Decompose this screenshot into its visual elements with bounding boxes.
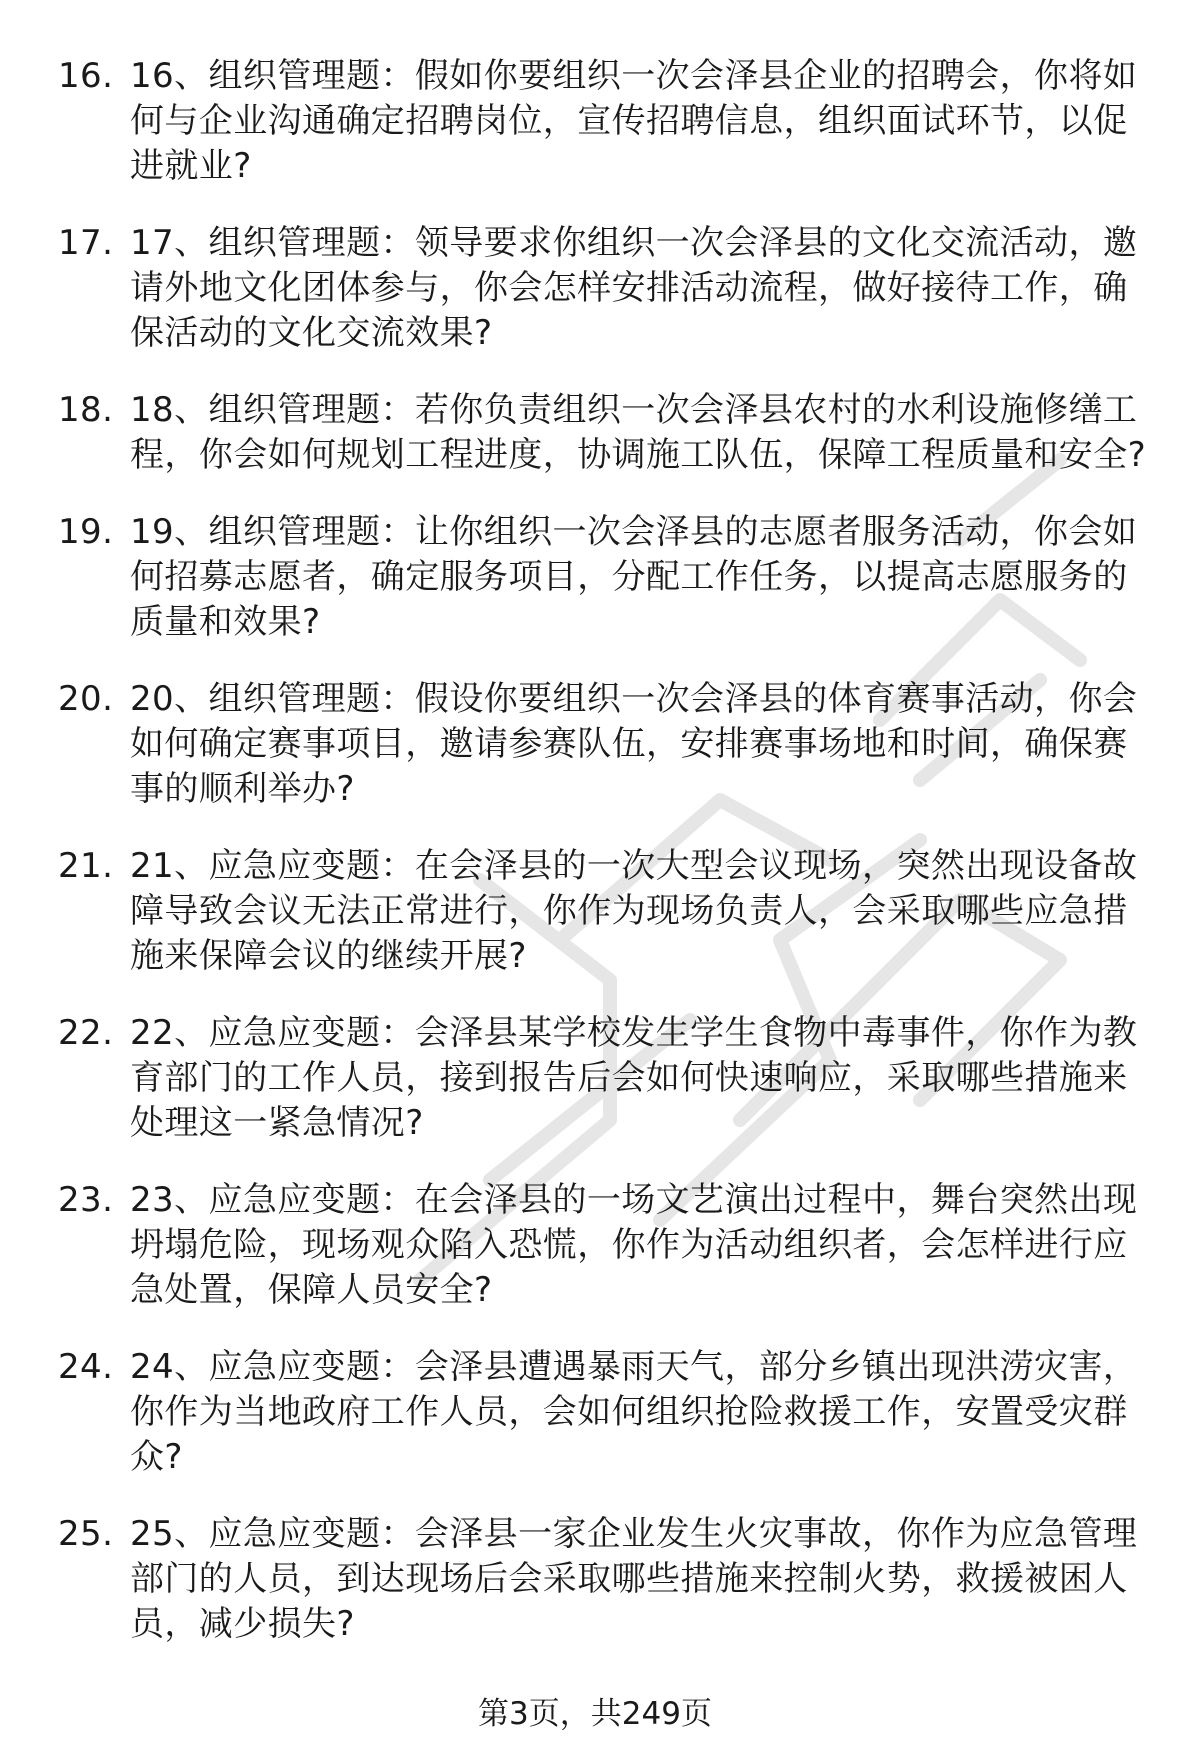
question-text: 20、组织管理题：假设你要组织一次会泽县的体育赛事活动，你会如何确定赛事项目，邀请参赛队伍，安排赛事场地和时间，确保赛事的顺利举办? — [130, 679, 1138, 809]
question-text: 19、组织管理题：让你组织一次会泽县的志愿者服务活动，你会如何招募志愿者，确定服务项目，分配工作任务，以提高志愿服务的质量和效果? — [130, 512, 1138, 642]
question-text: 24、应急应变题：会泽县遭遇暴雨天气，部分乡镇出现洪涝灾害，你作为当地政府工作人员，会如何组织抢险救援工作，安置受灾群众? — [130, 1347, 1138, 1477]
question-number: 20. — [58, 679, 114, 719]
question-text: 23、应急应变题：在会泽县的一场文艺演出过程中，舞台突然出现坍塌危险，现场观众陷入恐慌，你作为活动组织者，会怎样进行应急处置，保障人员安全? — [130, 1180, 1138, 1310]
question-item-23 — [58, 1178, 1148, 1313]
question-item-24 — [58, 1345, 1148, 1480]
question-item-16 — [58, 54, 1148, 189]
question-number: 21. — [58, 846, 114, 886]
question-number: 18. — [58, 390, 114, 430]
question-list — [58, 54, 1148, 1679]
question-item-25 — [58, 1512, 1148, 1647]
question-number: 24. — [58, 1347, 114, 1387]
question-text: 16、组织管理题：假如你要组织一次会泽县企业的招聘会，你将如何与企业沟通确定招聘岗位，宣传招聘信息，组织面试环节，以促进就业? — [130, 56, 1138, 186]
question-item-18 — [58, 388, 1148, 478]
question-item-17 — [58, 221, 1148, 356]
question-text: 22、应急应变题：会泽县某学校发生学生食物中毒事件，你作为教育部门的工作人员，接到报告后会如何快速响应，采取哪些措施来处理这一紧急情况? — [130, 1013, 1138, 1143]
question-number: 16. — [58, 56, 114, 96]
question-number: 22. — [58, 1013, 114, 1053]
question-number: 19. — [58, 512, 114, 552]
page-number-label: 第3页，共249页 — [478, 1696, 712, 1732]
page-footer — [0, 1694, 1190, 1734]
question-number: 23. — [58, 1180, 114, 1220]
question-text: 21、应急应变题：在会泽县的一次大型会议现场，突然出现设备故障导致会议无法正常进行，你作为现场负责人，会采取哪些应急措施来保障会议的继续开展? — [130, 846, 1138, 976]
question-item-19 — [58, 510, 1148, 645]
question-item-21 — [58, 844, 1148, 979]
question-text: 25、应急应变题：会泽县一家企业发生火灾事故，你作为应急管理部门的人员，到达现场后会采取哪些措施来控制火势，救援被困人员，减少损失? — [130, 1514, 1138, 1644]
question-number: 25. — [58, 1514, 114, 1554]
question-item-22 — [58, 1011, 1148, 1146]
question-number: 17. — [58, 223, 114, 263]
question-text: 18、组织管理题：若你负责组织一次会泽县农村的水利设施修缮工程，你会如何规划工程进度，协调施工队伍，保障工程质量和安全? — [130, 390, 1147, 475]
question-text: 17、组织管理题：领导要求你组织一次会泽县的文化交流活动，邀请外地文化团体参与，你会怎样安排活动流程，做好接待工作，确保活动的文化交流效果? — [130, 223, 1138, 353]
question-item-20 — [58, 677, 1148, 812]
